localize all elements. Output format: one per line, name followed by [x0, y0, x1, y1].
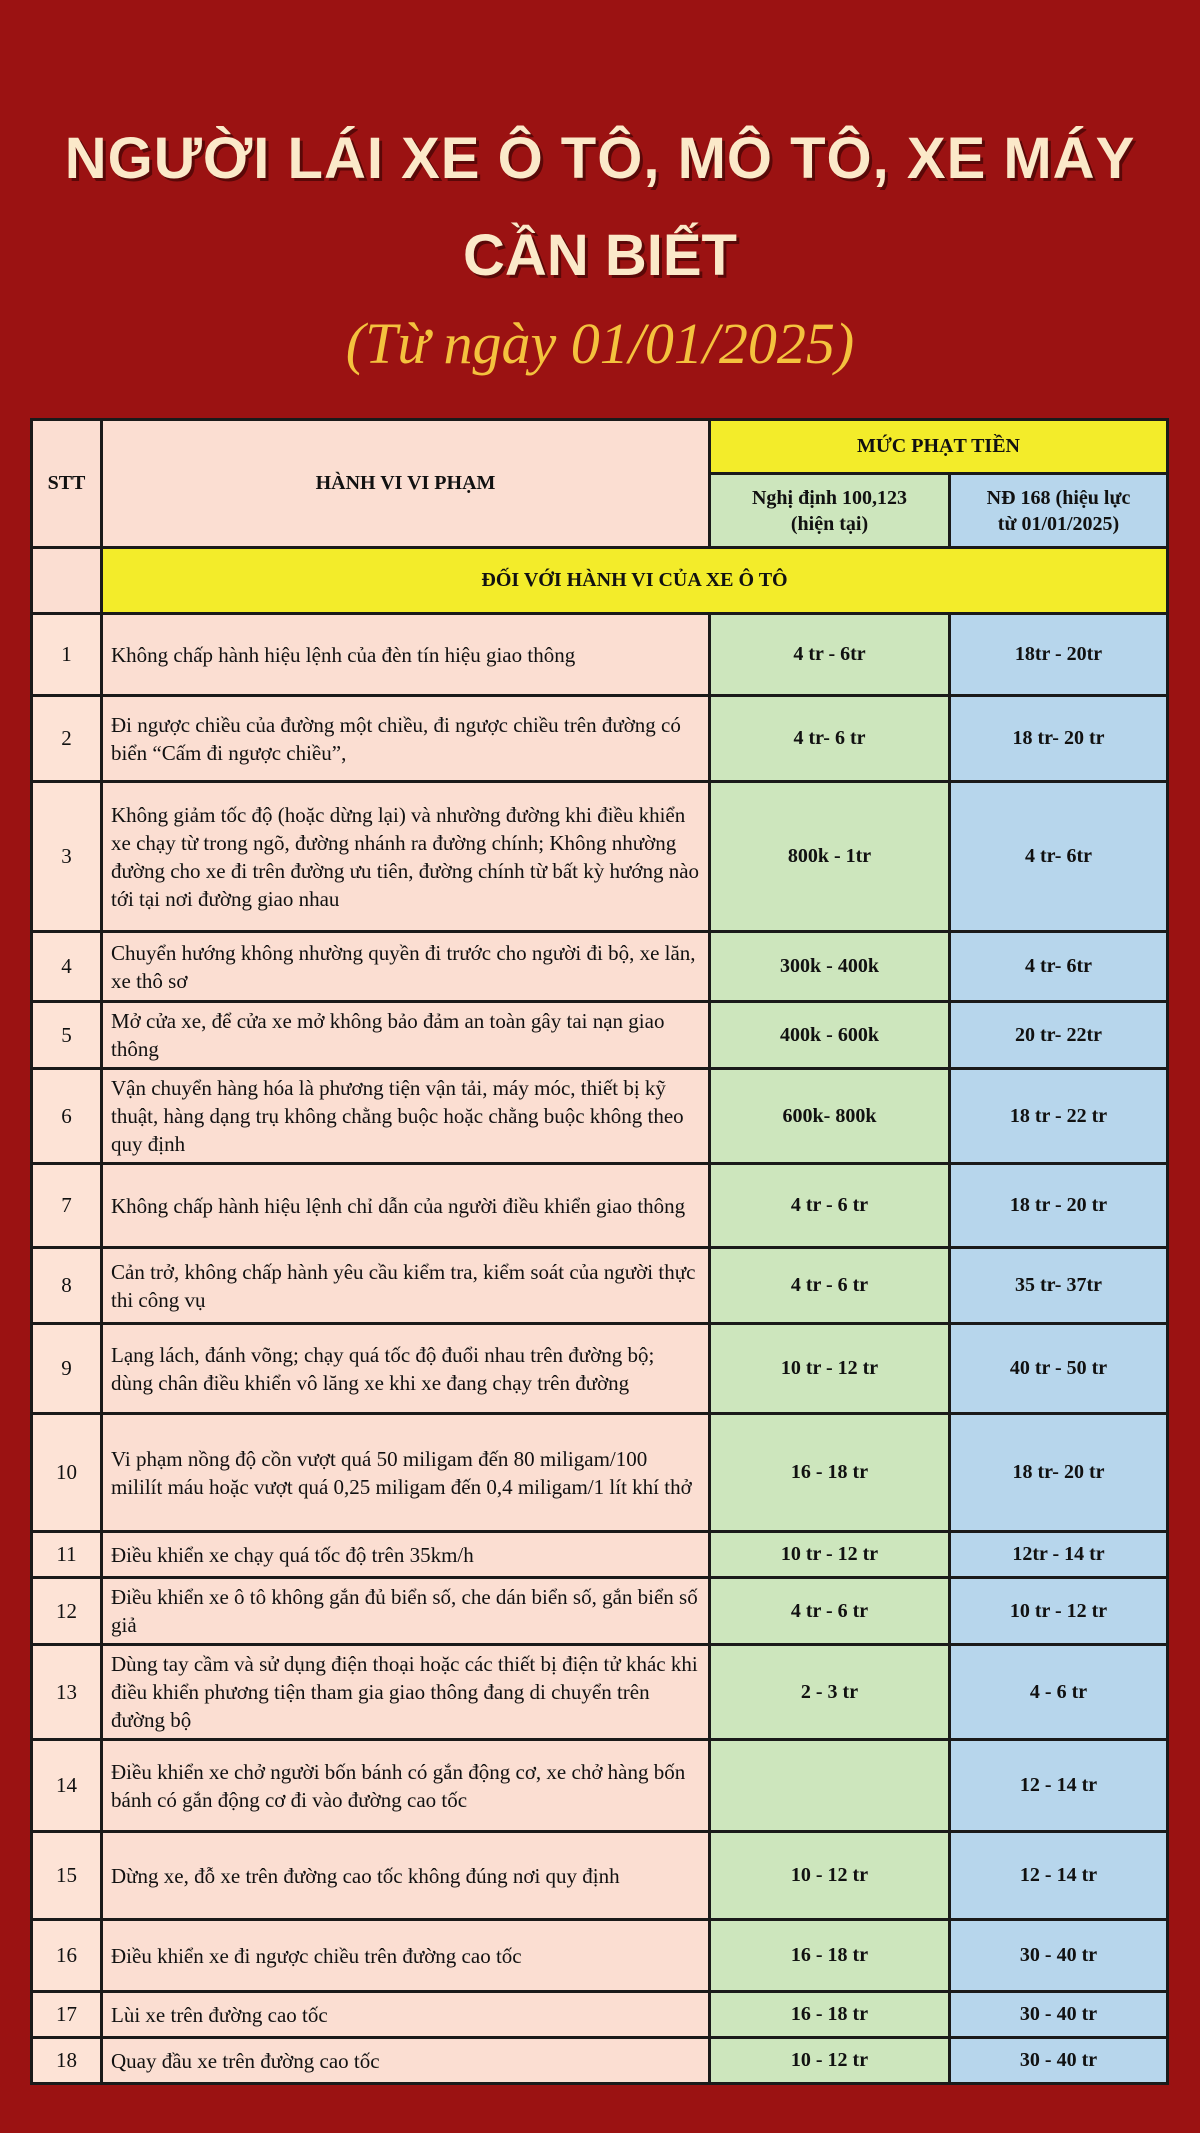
row-old-fine: 4 tr - 6tr — [710, 614, 950, 696]
table-row — [32, 1645, 1168, 1740]
row-stt: 3 — [32, 782, 102, 932]
row-new-fine: 18 tr - 20 tr — [950, 1164, 1168, 1248]
row-behavior: Không chấp hành hiệu lệnh chỉ dẫn của người điều khiển giao thông — [102, 1164, 710, 1248]
row-stt: 2 — [32, 696, 102, 782]
row-old-fine: 800k - 1tr — [710, 782, 950, 932]
row-behavior: Điều khiển xe đi ngược chiều trên đường cao tốc — [102, 1920, 710, 1992]
table-row — [32, 1532, 1168, 1578]
row-stt: 16 — [32, 1920, 102, 1992]
row-old-fine: 16 - 18 tr — [710, 1920, 950, 1992]
table-row — [32, 1740, 1168, 1832]
fines-table — [30, 418, 1169, 2085]
row-old-fine: 300k - 400k — [710, 932, 950, 1002]
row-old-fine: 600k- 800k — [710, 1069, 950, 1164]
row-behavior: Điều khiển xe ô tô không gắn đủ biển số, che dán biển số, gắn biển số giả — [102, 1578, 710, 1645]
table-row — [32, 1248, 1168, 1324]
row-old-fine: 4 tr - 6 tr — [710, 1164, 950, 1248]
row-new-fine: 30 - 40 tr — [950, 1920, 1168, 1992]
row-new-fine: 18 tr- 20 tr — [950, 1414, 1168, 1532]
row-new-fine: 12 - 14 tr — [950, 1740, 1168, 1832]
table-row — [32, 696, 1168, 782]
row-stt: 13 — [32, 1645, 102, 1740]
row-old-fine: 4 tr - 6 tr — [710, 1248, 950, 1324]
row-new-fine: 18tr - 20tr — [950, 614, 1168, 696]
header-stt: STT — [32, 420, 102, 548]
row-old-fine: 4 tr - 6 tr — [710, 1578, 950, 1645]
header-old-line1: Nghị định 100,123 — [751, 486, 908, 509]
row-stt: 4 — [32, 932, 102, 1002]
section-stt-cell — [32, 548, 102, 614]
row-behavior: Chuyển hướng không nhường quyền đi trước cho người đi bộ, xe lăn, xe thô sơ — [102, 932, 710, 1002]
row-new-fine: 10 tr - 12 tr — [950, 1578, 1168, 1645]
row-new-fine: 12tr - 14 tr — [950, 1532, 1168, 1578]
row-stt: 6 — [32, 1069, 102, 1164]
row-behavior: Điều khiển xe chở người bốn bánh có gắn động cơ, xe chở hàng bốn bánh có gắn động cơ đi vào đường cao tốc — [102, 1740, 710, 1832]
row-behavior: Điều khiển xe chạy quá tốc độ trên 35km/h — [102, 1532, 710, 1578]
row-new-fine: 12 - 14 tr — [950, 1832, 1168, 1920]
table-row — [32, 1920, 1168, 1992]
header-old-line2: (hiện tại) — [790, 512, 869, 535]
row-old-fine: 10 tr - 12 tr — [710, 1324, 950, 1414]
row-new-fine: 18 tr- 20 tr — [950, 696, 1168, 782]
header-fine-amount: MỨC PHẠT TIỀN — [710, 420, 1168, 474]
row-old-fine: 10 - 12 tr — [710, 2038, 950, 2084]
table-row — [32, 782, 1168, 932]
row-behavior: Đi ngược chiều của đường một chiều, đi ngược chiều trên đường có biển “Cấm đi ngược chiều”, — [102, 696, 710, 782]
row-behavior: Dùng tay cầm và sử dụng điện thoại hoặc các thiết bị điện tử khác khi điều khiển phương tiện tham gia giao thông đang di chuyển trên đường bộ — [102, 1645, 710, 1740]
row-stt: 8 — [32, 1248, 102, 1324]
row-stt: 15 — [32, 1832, 102, 1920]
row-stt: 1 — [32, 614, 102, 696]
violation-rows — [32, 614, 1168, 2084]
table-row — [32, 1832, 1168, 1920]
table-row — [32, 1164, 1168, 1248]
row-stt: 10 — [32, 1414, 102, 1532]
row-new-fine: 18 tr - 22 tr — [950, 1069, 1168, 1164]
table-row — [32, 1992, 1168, 2038]
row-old-fine: 400k - 600k — [710, 1002, 950, 1069]
row-old-fine: 10 tr - 12 tr — [710, 1532, 950, 1578]
table-row — [32, 1324, 1168, 1414]
table-row — [32, 614, 1168, 696]
table-row — [32, 1002, 1168, 1069]
row-new-fine: 4 tr- 6tr — [950, 782, 1168, 932]
header-new-decree — [950, 474, 1168, 548]
header-behavior: HÀNH VI VI PHẠM — [102, 420, 710, 548]
row-behavior: Dừng xe, đỗ xe trên đường cao tốc không đúng nơi quy định — [102, 1832, 710, 1920]
row-behavior: Lạng lách, đánh võng; chạy quá tốc độ đuổi nhau trên đường bộ; dùng chân điều khiển vô lăng xe khi xe đang chạy trên đường — [102, 1324, 710, 1414]
table-row — [32, 932, 1168, 1002]
section-title: ĐỐI VỚI HÀNH VI CỦA XE Ô TÔ — [102, 548, 1168, 614]
poster-header — [0, 0, 1200, 410]
table-row — [32, 1414, 1168, 1532]
row-behavior: Cản trở, không chấp hành yêu cầu kiểm tra, kiểm soát của người thực thi công vụ — [102, 1248, 710, 1324]
row-stt: 9 — [32, 1324, 102, 1414]
row-new-fine: 35 tr- 37tr — [950, 1248, 1168, 1324]
row-behavior: Lùi xe trên đường cao tốc — [102, 1992, 710, 2038]
row-behavior: Vi phạm nồng độ cồn vượt quá 50 miligam đến 80 miligam/100 mililít máu hoặc vượt quá 0,25 miligam đến 0,4 miligam/1 lít khí thở — [102, 1414, 710, 1532]
row-behavior: Không giảm tốc độ (hoặc dừng lại) và nhường đường khi điều khiển xe chạy từ trong ngõ, đường nhánh ra đường chính; Không nhường đường cho xe đi trên đường ưu tiên, đường chính từ bất kỳ hướng nào tới tại nơi đường giao nhau — [102, 782, 710, 932]
row-behavior: Quay đầu xe trên đường cao tốc — [102, 2038, 710, 2084]
row-old-fine: 10 - 12 tr — [710, 1832, 950, 1920]
row-new-fine: 40 tr - 50 tr — [950, 1324, 1168, 1414]
row-new-fine: 30 - 40 tr — [950, 1992, 1168, 2038]
row-stt: 12 — [32, 1578, 102, 1645]
row-new-fine: 30 - 40 tr — [950, 2038, 1168, 2084]
row-new-fine: 4 tr- 6tr — [950, 932, 1168, 1002]
table-row — [32, 1578, 1168, 1645]
header-new-line1: NĐ 168 (hiệu lực — [986, 486, 1131, 509]
row-old-fine: 16 - 18 tr — [710, 1992, 950, 2038]
row-stt: 14 — [32, 1740, 102, 1832]
row-stt: 17 — [32, 1992, 102, 2038]
row-behavior: Vận chuyển hàng hóa là phương tiện vận tải, máy móc, thiết bị kỹ thuật, hàng dạng trụ không chằng buộc hoặc chằng buộc không theo quy định — [102, 1069, 710, 1164]
title-line-2: CẦN BIẾT — [463, 223, 737, 288]
row-stt: 11 — [32, 1532, 102, 1578]
row-old-fine: 4 tr- 6 tr — [710, 696, 950, 782]
row-new-fine: 4 - 6 tr — [950, 1645, 1168, 1740]
row-stt: 18 — [32, 2038, 102, 2084]
row-stt: 7 — [32, 1164, 102, 1248]
row-old-fine: 2 - 3 tr — [710, 1645, 950, 1740]
row-new-fine: 20 tr- 22tr — [950, 1002, 1168, 1069]
table-row — [32, 1069, 1168, 1164]
table-row — [32, 2038, 1168, 2084]
row-old-fine: 16 - 18 tr — [710, 1414, 950, 1532]
row-old-fine — [710, 1740, 950, 1832]
subtitle-date: (Từ ngày 01/01/2025) — [345, 311, 855, 376]
row-stt: 5 — [32, 1002, 102, 1069]
row-behavior: Mở cửa xe, để cửa xe mở không bảo đảm an toàn gây tai nạn giao thông — [102, 1002, 710, 1069]
header-new-line2: từ 01/01/2025) — [997, 512, 1120, 535]
row-behavior: Không chấp hành hiệu lệnh của đèn tín hiệu giao thông — [102, 614, 710, 696]
header-old-decree — [710, 474, 950, 548]
title-line-1: NGƯỜI LÁI XE Ô TÔ, MÔ TÔ, XE MÁY — [64, 126, 1136, 191]
